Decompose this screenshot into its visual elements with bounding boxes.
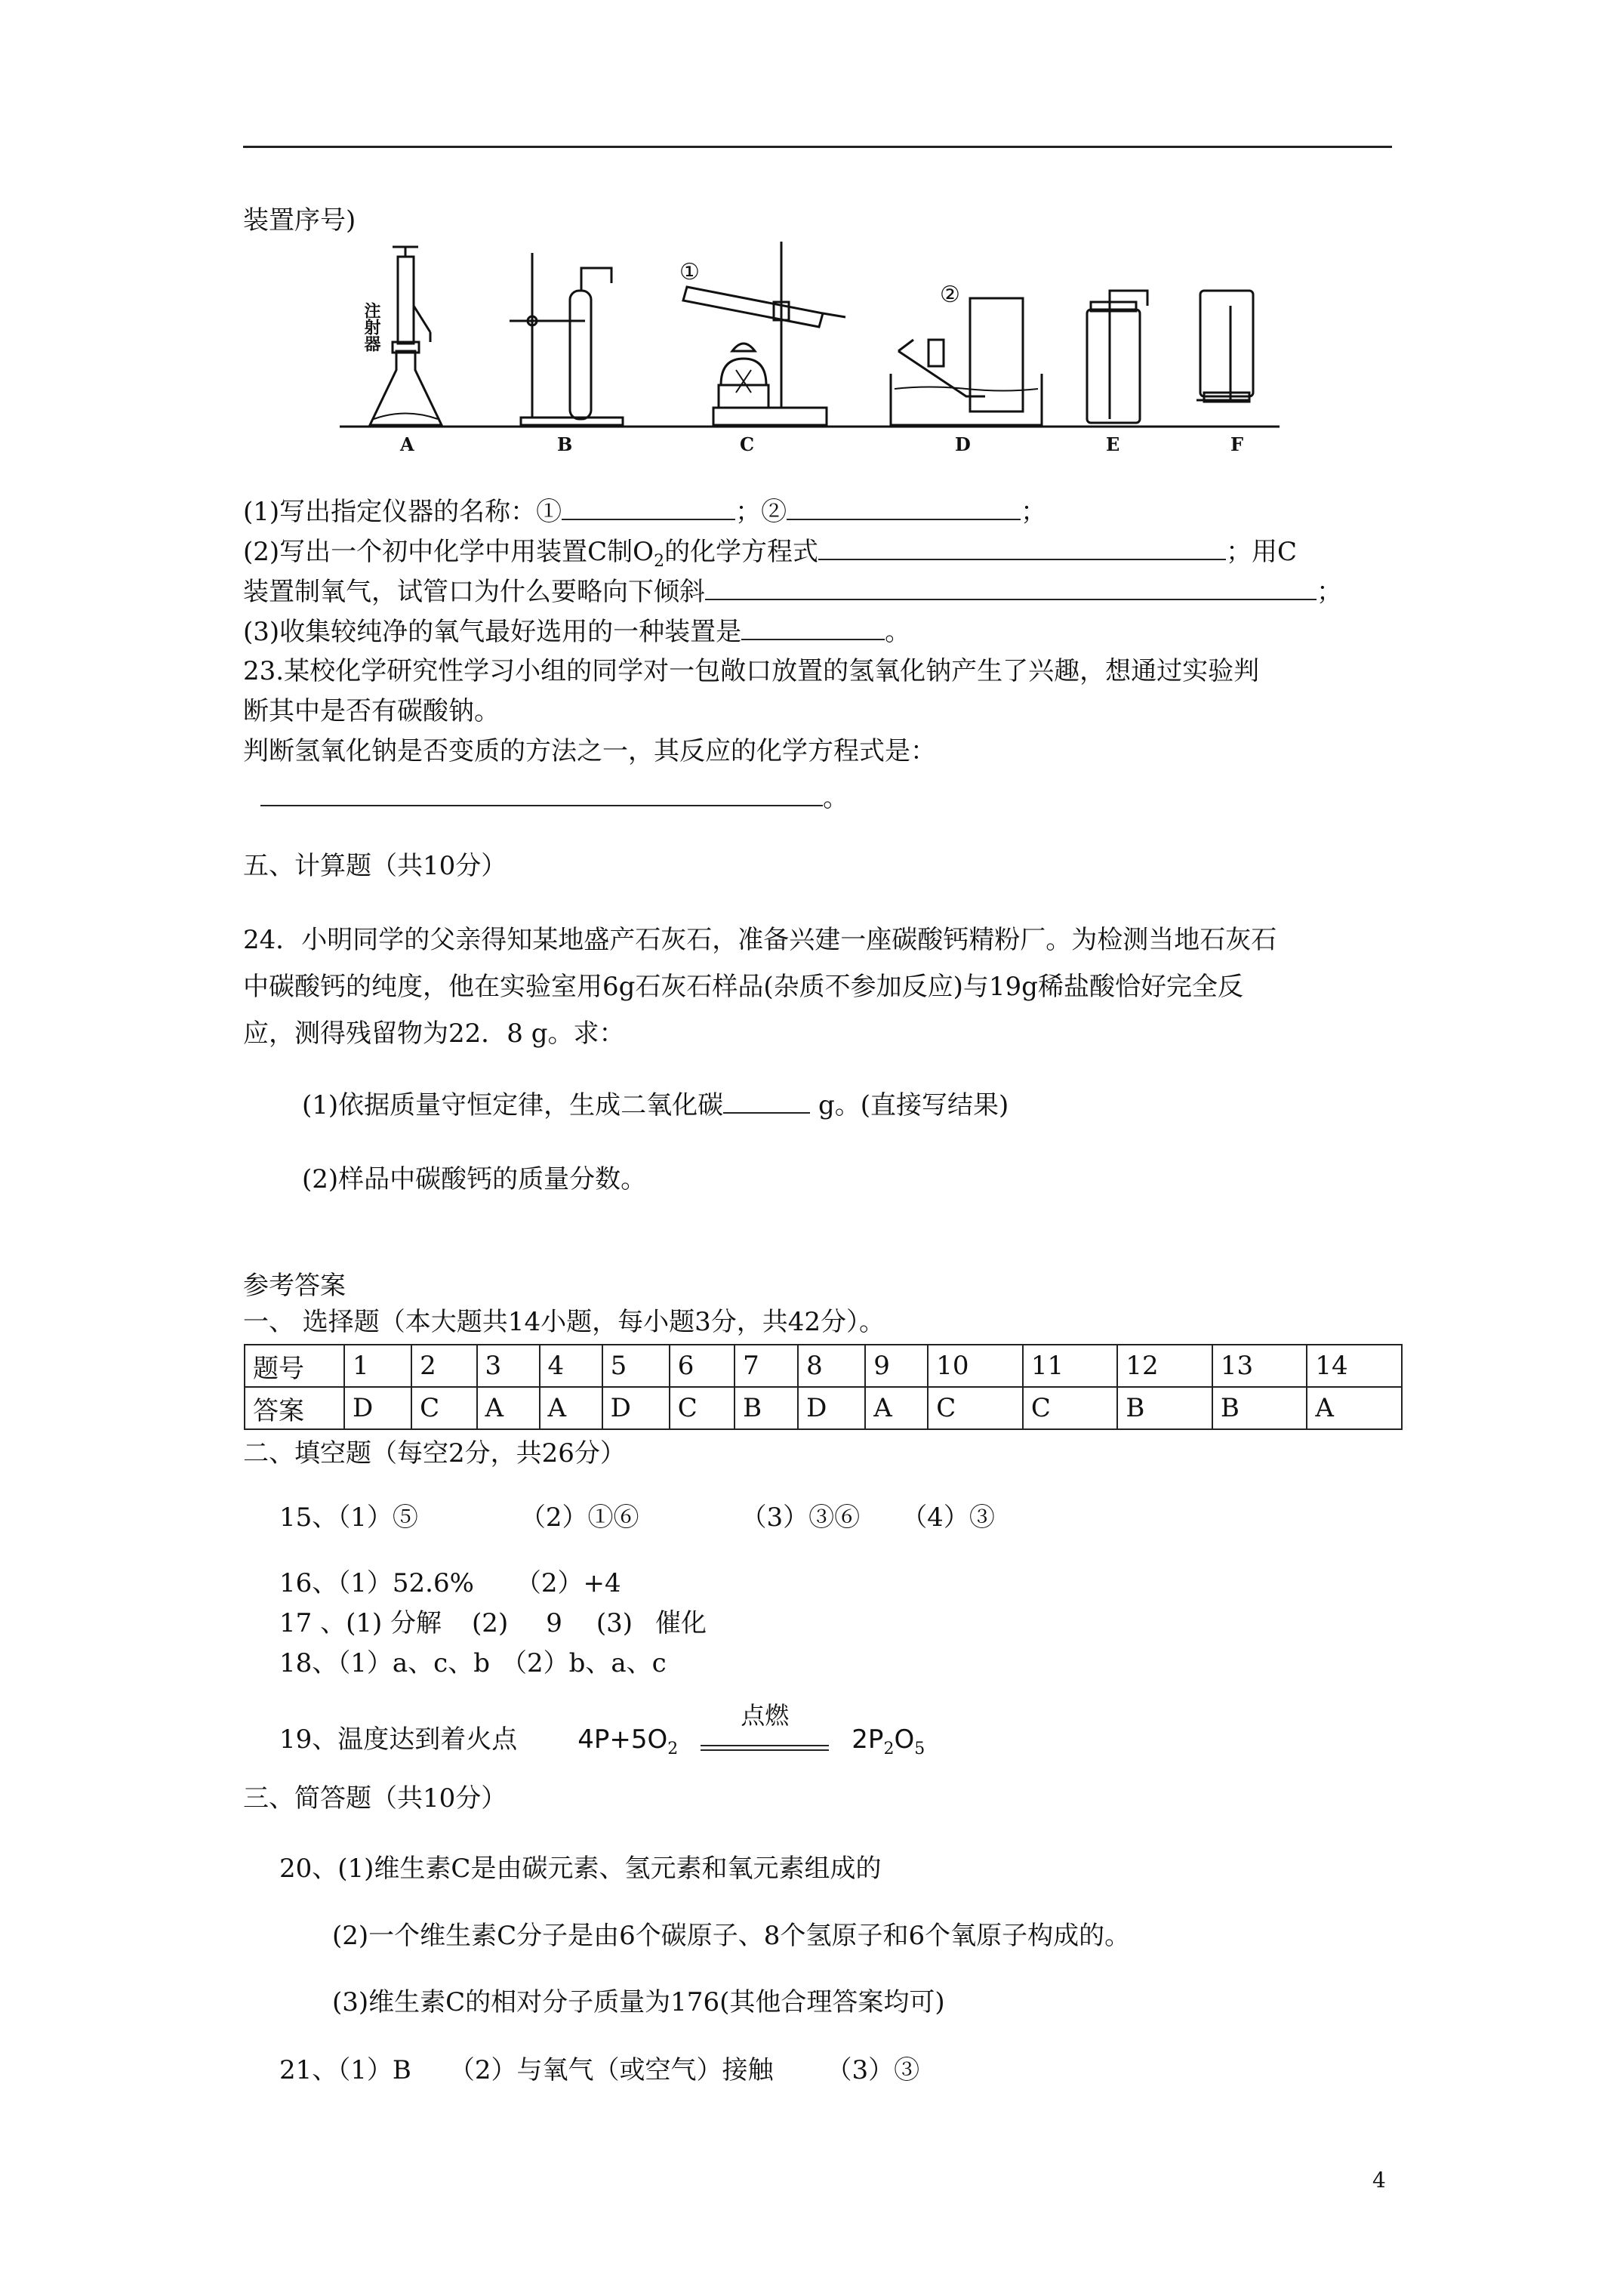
answer-20-2: (2)一个维生素C分子是由6个碳原子、8个氢原子和6个氧原子构成的。 — [332, 1921, 1131, 1951]
table-cell: D — [798, 1387, 865, 1429]
apparatus-b — [510, 253, 623, 425]
answer-17: 17 、(1) 分解 (2) 9 (3) 催化 — [279, 1608, 707, 1638]
q22-sub1: (1)写出指定仪器的名称：① ；② ； — [243, 497, 1047, 527]
table-cell: 10 — [928, 1345, 1023, 1387]
table-cell: C — [1023, 1387, 1118, 1429]
table-cell: 5 — [602, 1345, 670, 1387]
table-cell: C — [928, 1387, 1023, 1429]
table-cell: 1 — [344, 1345, 411, 1387]
label-d: D — [955, 433, 971, 455]
label-f: F — [1230, 433, 1244, 455]
table-cell: 2 — [411, 1345, 476, 1387]
circle-two-label: ② — [940, 282, 960, 308]
answer-21: 21、（1）B （2）与氧气（或空气）接触 （3）③ — [279, 2055, 920, 2085]
table-cell: B — [735, 1387, 798, 1429]
table-cell: 9 — [865, 1345, 928, 1387]
q24-sub2: (2)样品中碳酸钙的质量分数。 — [302, 1164, 647, 1194]
apparatus-c — [683, 242, 845, 425]
answer-18: 18、（1）a、c、b （2）b、a、c — [279, 1648, 667, 1678]
table-row-answers — [245, 1387, 1402, 1429]
table-cell: A — [1307, 1387, 1402, 1429]
table-cell: B — [1212, 1387, 1307, 1429]
table-cell: 13 — [1212, 1345, 1307, 1387]
table-cell: C — [670, 1387, 735, 1429]
table-cell: 12 — [1117, 1345, 1212, 1387]
q23-answer-line: 。 — [260, 782, 848, 814]
table-cell: A — [540, 1387, 602, 1429]
label-b: B — [557, 433, 573, 455]
q22-sub2: (2)写出一个初中化学中用装置C制$O_2$的化学方程式 ；用C — [243, 537, 1298, 571]
table-cell: D — [344, 1387, 411, 1429]
apparatus-e — [1087, 291, 1147, 423]
q23-line2: 断其中是否有碳酸钠。 — [243, 696, 500, 726]
table-cell: A — [865, 1387, 928, 1429]
answers-section-one: 一、 选择题（本大题共14小题，每小题3分，共42分）。 — [243, 1307, 885, 1337]
q23-line3: 判断氢氧化钠是否变质的方法之一，其反应的化学方程式是： — [243, 736, 936, 766]
table-row-numbers — [245, 1345, 1402, 1387]
q24-line1: 24．小明同学的父亲得知某地盛产石灰石，准备兴建一座碳酸钙精粉厂。为检测当地石灰石 — [243, 925, 1277, 955]
table-cell: A — [477, 1387, 540, 1429]
page-number: 4 — [1372, 2168, 1386, 2193]
q24-sub1: (1)依据质量守恒定律，生成二氧化碳 g。(直接写结果) — [302, 1090, 1009, 1120]
table-cell: 11 — [1023, 1345, 1118, 1387]
answer-table — [244, 1344, 1403, 1430]
q22-intro-tail: 装置序号) — [243, 205, 356, 236]
table-cell: D — [602, 1387, 670, 1429]
table-cell: 答案 — [245, 1387, 344, 1429]
q23-line1: 23.某校化学研究性学习小组的同学对一包敞口放置的氢氧化钠产生了兴趣，想通过实验判 — [243, 656, 1260, 686]
label-a: A — [400, 433, 414, 455]
table-cell: 14 — [1307, 1345, 1402, 1387]
apparatus-d — [891, 298, 1042, 425]
answer-20-3: (3)维生素C的相对分子质量为176(其他合理答案均可) — [332, 1987, 945, 2017]
table-cell: 6 — [670, 1345, 735, 1387]
answers-title: 参考答案 — [243, 1271, 346, 1301]
q24-line2: 中碳酸钙的纯度，他在实验室用6g石灰石样品(杂质不参加反应)与19g稀盐酸恰好完全反 — [243, 972, 1243, 1002]
header-rule — [243, 146, 1392, 148]
q22-sub3: (3)收集较纯净的氧气最好选用的一种装置是 。 — [243, 617, 911, 647]
section-five-title: 五、计算题（共10分） — [243, 851, 507, 881]
answer-19: 19、温度达到着火点 $4P+5O_2$ 点燃 $2P_2O_5$ — [279, 1701, 925, 1758]
q24-line3: 应，测得残留物为22．8 g。求： — [243, 1019, 625, 1049]
answers-section-three: 三、简答题（共10分） — [243, 1783, 507, 1814]
apparatus-f — [1196, 291, 1253, 402]
table-cell: C — [411, 1387, 476, 1429]
answer-16: 16、（1）52.6% （2）+4 — [279, 1568, 621, 1598]
q22-sub2-line2: 装置制氧气，试管口为什么要略向下倾斜 ； — [243, 577, 1342, 607]
table-cell: 3 — [477, 1345, 540, 1387]
apparatus-figure — [332, 238, 1291, 457]
table-cell: 8 — [798, 1345, 865, 1387]
table-cell: B — [1117, 1387, 1212, 1429]
table-cell: 7 — [735, 1345, 798, 1387]
label-e: E — [1106, 433, 1120, 455]
ignition-arrow: 点燃 — [701, 1718, 829, 1748]
syringe-label: 注射器 — [362, 302, 381, 352]
answer-15: 15、（1）⑤ （2）①⑥ （3）③⑥ （4）③ — [279, 1502, 995, 1533]
table-cell: 4 — [540, 1345, 602, 1387]
answers-section-two: 二、填空题（每空2分，共26分） — [243, 1438, 626, 1469]
table-cell: 题号 — [245, 1345, 344, 1387]
label-c: C — [740, 433, 755, 455]
answer-20-1: 20、(1)维生素C是由碳元素、氢元素和氧元素组成的 — [279, 1854, 882, 1884]
circle-one-label: ① — [679, 259, 700, 285]
